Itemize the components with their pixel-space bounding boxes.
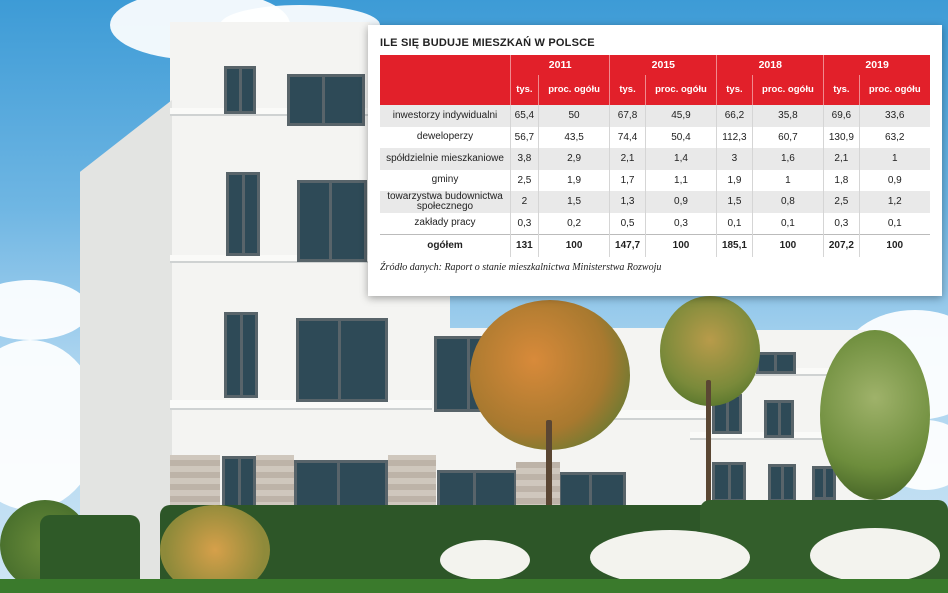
unit-header: proc. ogółu <box>859 75 930 105</box>
table-cell: 35,8 <box>752 105 824 127</box>
row-label: inwestorzy indywidualni <box>380 105 511 127</box>
window <box>222 456 256 508</box>
window <box>764 400 794 438</box>
white-flowers <box>590 530 750 585</box>
table-cell: 1,2 <box>859 191 930 213</box>
header-corner <box>380 75 511 105</box>
table-cell: 50 <box>538 105 610 127</box>
tree-right <box>820 330 930 500</box>
table-cell: 112,3 <box>717 127 752 149</box>
window <box>294 460 388 508</box>
total-cell: 185,1 <box>717 235 752 257</box>
year-header: 2018 <box>717 55 824 75</box>
table-cell: 0,3 <box>645 213 717 235</box>
window <box>224 66 256 114</box>
white-flowers <box>440 540 530 580</box>
table-cell: 2,5 <box>511 170 539 192</box>
table-cell: 45,9 <box>645 105 717 127</box>
unit-header: proc. ogółu <box>645 75 717 105</box>
total-row <box>380 235 930 257</box>
window <box>437 470 517 510</box>
row-label: deweloperzy <box>380 127 511 149</box>
table-cell: 1,6 <box>752 148 824 170</box>
table-row <box>380 127 930 149</box>
table-cell: 3,8 <box>511 148 539 170</box>
row-label: zakłady pracy <box>380 213 511 235</box>
row-label: towarzystwa budownictwa społecznego <box>380 191 511 213</box>
table-cell: 1,7 <box>610 170 645 192</box>
table-cell: 65,4 <box>511 105 539 127</box>
housing-table-card <box>368 25 942 296</box>
table-cell: 60,7 <box>752 127 824 149</box>
table-row <box>380 170 930 192</box>
table-cell: 0,5 <box>610 213 645 235</box>
lawn <box>0 579 948 593</box>
table-cell: 0,9 <box>645 191 717 213</box>
table-cell: 0,1 <box>752 213 824 235</box>
total-cell: 207,2 <box>824 235 859 257</box>
source-note: Źródło danych: Raport o stanie mieszkalnictwa Ministerstwa Rozwoju <box>380 261 662 273</box>
table-cell: 0,2 <box>538 213 610 235</box>
window <box>812 466 836 500</box>
table-cell: 0,3 <box>824 213 859 235</box>
unit-header: tys. <box>511 75 539 105</box>
table-cell: 1,3 <box>610 191 645 213</box>
unit-header: proc. ogółu <box>752 75 824 105</box>
table-cell: 1,5 <box>717 191 752 213</box>
table-cell: 33,6 <box>859 105 930 127</box>
row-label: gminy <box>380 170 511 192</box>
unit-header: tys. <box>717 75 752 105</box>
total-cell: 100 <box>859 235 930 257</box>
unit-header: tys. <box>610 75 645 105</box>
total-label: ogółem <box>380 235 511 257</box>
cloud <box>0 280 90 340</box>
total-cell: 100 <box>538 235 610 257</box>
table-row <box>380 191 930 213</box>
year-header: 2015 <box>610 55 717 75</box>
table-cell: 2,5 <box>824 191 859 213</box>
window <box>297 180 367 262</box>
table-cell: 74,4 <box>610 127 645 149</box>
table-cell: 67,8 <box>610 105 645 127</box>
table-cell: 2,1 <box>824 148 859 170</box>
table-cell: 0,9 <box>859 170 930 192</box>
table-cell: 1,4 <box>645 148 717 170</box>
table-cell: 3 <box>717 148 752 170</box>
table-cell: 1 <box>752 170 824 192</box>
table-cell: 0,8 <box>752 191 824 213</box>
table-cell: 63,2 <box>859 127 930 149</box>
window <box>224 312 258 398</box>
table-cell: 2 <box>511 191 539 213</box>
total-cell: 100 <box>645 235 717 257</box>
table-row <box>380 105 930 127</box>
table-cell: 43,5 <box>538 127 610 149</box>
table-cell: 66,2 <box>717 105 752 127</box>
unit-header: proc. ogółu <box>538 75 610 105</box>
table-title: ILE SIĘ BUDUJE MIESZKAŃ W POLSCE <box>380 37 595 49</box>
window <box>712 462 746 502</box>
table-cell: 0,1 <box>717 213 752 235</box>
table-cell: 0,1 <box>859 213 930 235</box>
unit-header-row <box>380 75 930 105</box>
total-cell: 147,7 <box>610 235 645 257</box>
white-flowers <box>810 528 940 583</box>
window <box>768 464 796 502</box>
table-cell: 1,9 <box>717 170 752 192</box>
table-cell: 2,9 <box>538 148 610 170</box>
table-cell: 1,9 <box>538 170 610 192</box>
table-cell: 1,1 <box>645 170 717 192</box>
window <box>296 318 388 402</box>
total-cell: 100 <box>752 235 824 257</box>
table-cell: 50,4 <box>645 127 717 149</box>
housing-table <box>380 55 930 257</box>
total-cell: 131 <box>511 235 539 257</box>
year-header: 2019 <box>824 55 930 75</box>
table-cell: 1,8 <box>824 170 859 192</box>
table-cell: 130,9 <box>824 127 859 149</box>
year-header-row <box>380 55 930 75</box>
window <box>287 74 365 126</box>
header-corner <box>380 55 511 75</box>
table-cell: 1,5 <box>538 191 610 213</box>
table-row <box>380 148 930 170</box>
table-cell: 69,6 <box>824 105 859 127</box>
window <box>226 172 260 256</box>
row-label: spółdzielnie mieszkaniowe <box>380 148 511 170</box>
year-header: 2011 <box>511 55 610 75</box>
window <box>756 352 796 374</box>
table-cell: 0,3 <box>511 213 539 235</box>
unit-header: tys. <box>824 75 859 105</box>
table-cell: 1 <box>859 148 930 170</box>
table-row <box>380 213 930 235</box>
table-cell: 56,7 <box>511 127 539 149</box>
table-cell: 2,1 <box>610 148 645 170</box>
